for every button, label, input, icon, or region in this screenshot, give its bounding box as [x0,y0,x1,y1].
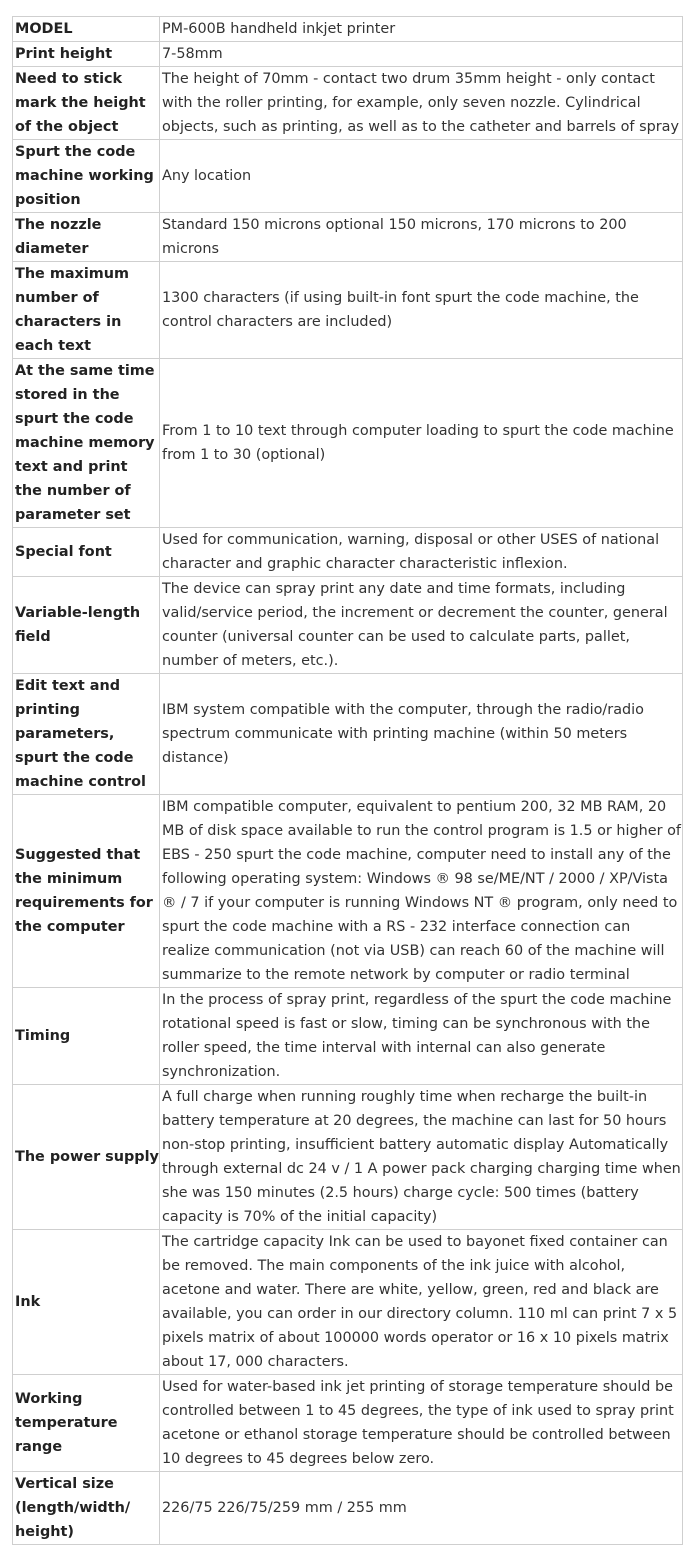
table-row [13,674,683,795]
row-value: 226/75 226/75/259 mm / 255 mm [160,1472,683,1545]
row-label: Need to stick mark the height of the object [13,67,160,140]
row-value: 7-58mm [160,42,683,67]
row-label: Ink [13,1230,160,1375]
row-label: Working temperature range [13,1375,160,1472]
table-row [13,67,683,140]
table-row [13,1375,683,1472]
row-label: Vertical size (length/width/ height) [13,1472,160,1545]
row-value: Any location [160,140,683,213]
row-value: The cartridge capacity Ink can be used to bayonet fixed container can be removed. The main components of the ink juice with alcohol, acetone and water. There are white, yellow, green, red and black are available, you can order in our directory column. 110 ml can print 7 x 5 pixels matrix of about 100000 words operator or 16 x 10 pixels matrix about 17, 000 characters. [160,1230,683,1375]
table-row [13,577,683,674]
table-row [13,359,683,528]
spec-table [12,16,683,1545]
row-label: Suggested that the minimum requirements for the computer [13,795,160,988]
table-row [13,140,683,213]
row-label: The maximum number of characters in each text [13,262,160,359]
row-value: Standard 150 microns optional 150 microns, 170 microns to 200 microns [160,213,683,262]
row-value: The device can spray print any date and time formats, including valid/service period, the increment or decrement the counter, general counter (universal counter can be used to calculate parts, pallet, number of meters, etc.). [160,577,683,674]
table-row [13,42,683,67]
row-label: Print height [13,42,160,67]
row-label: Variable-length field [13,577,160,674]
row-label: Timing [13,988,160,1085]
row-value: 1300 characters (if using built-in font spurt the code machine, the control characters are included) [160,262,683,359]
row-label: At the same time stored in the spurt the code machine memory text and print the number of parameter set [13,359,160,528]
table-row [13,528,683,577]
row-value: PM-600B handheld inkjet printer [160,17,683,42]
row-label: Edit text and printing parameters, spurt the code machine control [13,674,160,795]
row-value: IBM system compatible with the computer, through the radio/radio spectrum communicate with printing machine (within 50 meters distance) [160,674,683,795]
row-value: Used for water-based ink jet printing of storage temperature should be controlled between 1 to 45 degrees, the type of ink used to spray print acetone or ethanol storage temperature should be controlled between 10 degrees to 45 degrees below zero. [160,1375,683,1472]
row-value: A full charge when running roughly time when recharge the built-in battery temperature at 20 degrees, the machine can last for 50 hours non-stop printing, insufficient battery automatic display Automatically through external dc 24 v / 1 A power pack charging charging time when she was 150 minutes (2.5 hours) charge cycle: 500 times (battery capacity is 70% of the initial capacity) [160,1085,683,1230]
table-row [13,795,683,988]
table-row [13,262,683,359]
row-value: Used for communication, warning, disposal or other USES of national character and graphic character characteristic inflexion. [160,528,683,577]
table-row [13,988,683,1085]
table-row [13,17,683,42]
table-row [13,1472,683,1545]
table-row [13,1230,683,1375]
row-label: The nozzle diameter [13,213,160,262]
table-row [13,1085,683,1230]
row-value: The height of 70mm - contact two drum 35mm height - only contact with the roller printing, for example, only seven nozzle. Cylindrical objects, such as printing, as well as to the catheter and barrels of spray [160,67,683,140]
row-label: The power supply [13,1085,160,1230]
row-label: Special font [13,528,160,577]
row-label: MODEL [13,17,160,42]
row-value: IBM compatible computer, equivalent to pentium 200, 32 MB RAM, 20 MB of disk space available to run the control program is 1.5 or higher of EBS - 250 spurt the code machine, computer need to install any of the following operating system: Windows ® 98 se/ME/NT / 2000 / XP/Vista ® / 7 if your computer is running Windows NT ® program, only need to spurt the code machine with a RS - 232 interface connection can realize communication (not via USB) can reach 60 of the machine will summarize to the remote network by computer or radio terminal [160,795,683,988]
row-value: From 1 to 10 text through computer loading to spurt the code machine from 1 to 30 (optional) [160,359,683,528]
table-row [13,213,683,262]
row-label: Spurt the code machine working position [13,140,160,213]
row-value: In the process of spray print, regardless of the spurt the code machine rotational speed is fast or slow, timing can be synchronous with the roller speed, the time interval with internal can also generate synchronization. [160,988,683,1085]
